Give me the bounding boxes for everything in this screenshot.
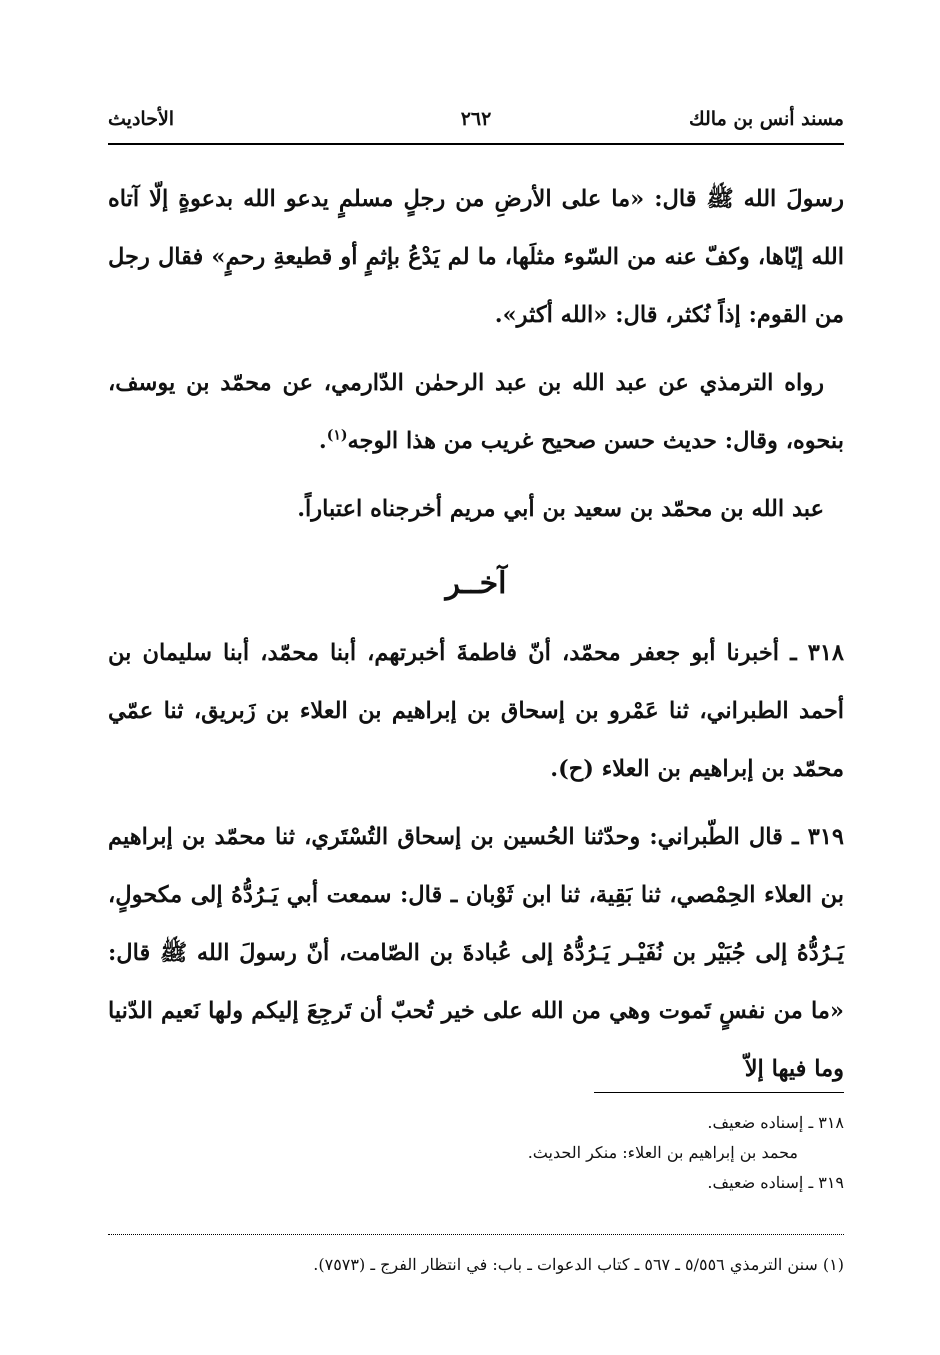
footnotes — [108, 1108, 844, 1198]
footnote-rule — [594, 1092, 844, 1093]
paragraph-hadith-319: ٣١٩ ـ قال الطّبراني: وحدّثنا الحُسين بن إسحاق التُسْتَري، ثنا محمّد بن إبراهيم بن العلاء الحِمْصي، ثنا بَقِية، ثنا ابن ثَوْبان ـ قال: سمعت أبي يَـرُدُّهُ إلى مكحولٍ، يَـرُدُّهُ إلى جُبَيْر بن نُفَيْـر يَـرُدُّهُ إلى عُبادةَ بن الصّامت، أنّ رسولَ الله ﷺ قال: «ما من نفسٍ تَموت وهي من الله على خير تُحبّ أن تَرجِعَ إليكم ولها نَعيم الدّنيا وما فيها إلاّ — [108, 824, 844, 1082]
header-page-number: ٢٦٢ — [460, 108, 492, 130]
paragraph-hadith-text: رسولَ الله ﷺ قال: «ما على الأرضِ من رجلٍ مسلمٍ يدعو الله بدعوةٍ إلّا آتاه الله إيّاها، وكفّ عنه من السّوء مثلَها، ما لم يَدْعُ بإثمٍ أو قطيعةِ رحمٍ» فقال رجل من القوم: إذاً نُكثر، قال: «الله أكثر». — [108, 186, 844, 328]
header-book-title: مسند أنس بن مالك — [689, 108, 844, 130]
main-text — [108, 170, 844, 1108]
endnote-1: (١) سنن الترمذي ٥/٥٥٦ ـ ٥٦٧ ـ كتاب الدعوات ـ باب: في انتظار الفرج ـ (٧٥٧٣). — [313, 1255, 844, 1274]
section-title: آخــر — [445, 566, 507, 601]
paragraph-tirmidhi-text: رواه الترمذي عن عبد الله بن عبد الرحمٰن الدّارمي، عن محمّد بن يوسف، بنحوه، وقال: حديث حسن صحيح غريب من هذا الوجه — [108, 370, 844, 454]
header-section: الأحاديث — [108, 108, 175, 130]
endnote-rule — [108, 1234, 844, 1235]
paragraph-hadith-318: ٣١٨ ـ أخبرنا أبو جعفر محمّد، أنّ فاطمةَ أخبرتهم، أبنا محمّد، أبنا سليمان بن أحمد الطبراني، ثنا عَمْرو بن إسحاق بن إبراهيم بن العلاء بن زَبريق، ثنا عمّي محمّد بن إبراهيم بن العلاء (ح). — [108, 640, 844, 782]
header-rule — [108, 143, 844, 145]
paragraph-narrator-note: عبد الله بن محمّد بن سعيد بن أبي مريم أخرجناه اعتباراً. — [297, 496, 824, 522]
footnote-318-note: محمد بن إبراهيم بن العلاء: منكر الحديث. — [527, 1143, 798, 1162]
paragraph-tirmidhi-end: . — [318, 428, 327, 454]
page-header — [108, 108, 844, 138]
footnote-318: ٣١٨ ـ إسناده ضعيف. — [707, 1113, 844, 1132]
footnote-319: ٣١٩ ـ إسناده ضعيف. — [707, 1173, 844, 1192]
paragraph-tirmidhi — [108, 354, 844, 470]
book-page — [108, 0, 844, 1355]
footnote-ref-1: (١) — [326, 427, 348, 444]
endnote — [108, 1250, 844, 1280]
